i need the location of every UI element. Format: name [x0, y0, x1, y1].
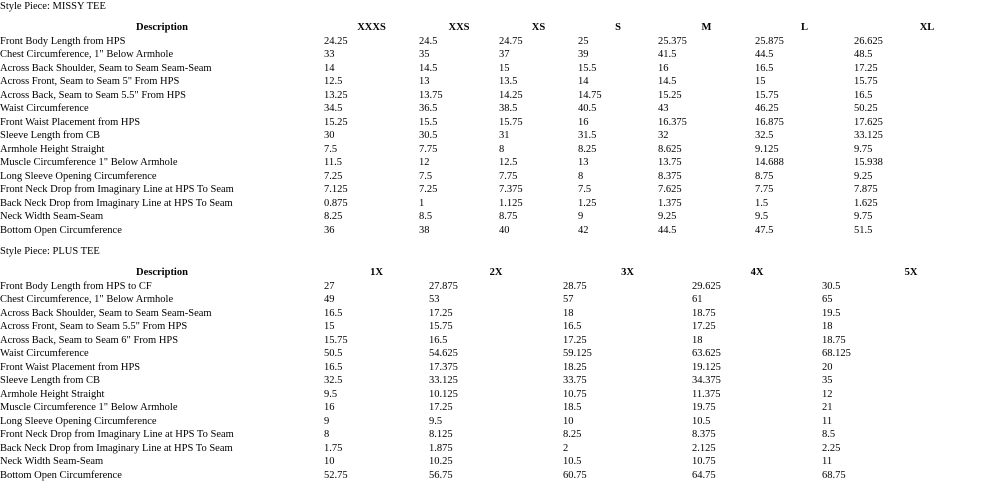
- measurement-value: 25.875: [755, 35, 784, 47]
- measurement-value: 14.75: [578, 89, 602, 101]
- plus-style-piece-title: Style Piece: PLUS TEE: [0, 246, 100, 257]
- measurement-description: Muscle Circumference 1" Below Armhole: [0, 157, 178, 168]
- measurement-value: 53: [429, 294, 440, 305]
- measurement-value: 33.75: [563, 375, 587, 386]
- measurement-value: 27.875: [429, 280, 458, 292]
- measurement-value: 9.125: [755, 143, 779, 155]
- table-row: [0, 170, 1000, 184]
- measurement-value: 7.125: [324, 184, 348, 195]
- measurement-value: 11.5: [324, 157, 342, 168]
- missy-header-description: Description: [136, 22, 188, 33]
- measurement-value: 43: [658, 103, 669, 114]
- measurement-value: 8.125: [429, 429, 453, 440]
- plus-spec-table: [0, 266, 1000, 482]
- measurement-value: 9.25: [658, 211, 677, 222]
- measurement-value: 9.25: [854, 170, 873, 182]
- measurement-value: 21: [822, 402, 833, 413]
- measurement-value: 24.5: [419, 35, 438, 47]
- plus-header-row: [0, 266, 1000, 280]
- measurement-value: 50.25: [854, 103, 878, 114]
- table-row: [0, 224, 1000, 238]
- measurement-value: 18: [822, 321, 833, 332]
- missy-spec-table: [0, 21, 1000, 237]
- measurement-value: 7.25: [324, 170, 343, 182]
- measurement-value: 9.75: [854, 143, 873, 155]
- measurement-description: Armhole Height Straight: [0, 143, 105, 155]
- measurement-value: 35: [419, 49, 430, 60]
- measurement-value: 30: [324, 130, 335, 141]
- measurement-value: 68.125: [822, 348, 851, 359]
- measurement-value: 12: [822, 388, 833, 400]
- measurement-description: Front Body Length from HPS to CF: [0, 280, 152, 292]
- measurement-value: 11: [822, 456, 833, 467]
- table-row: [0, 102, 1000, 116]
- measurement-description: Long Sleeve Opening Circumference: [0, 170, 157, 182]
- measurement-value: 14.5: [658, 76, 677, 87]
- measurement-value: 16: [578, 116, 589, 128]
- measurement-value: 33: [324, 49, 335, 60]
- table-row: [0, 197, 1000, 211]
- measurement-value: 7.75: [419, 143, 438, 155]
- plus-tee-section: [0, 245, 1000, 482]
- table-row: [0, 48, 1000, 62]
- measurement-value: 48.5: [854, 49, 873, 60]
- measurement-description: Chest Circumference, 1" Below Armhole: [0, 49, 174, 60]
- measurement-value: 15.5: [578, 62, 597, 74]
- measurement-value: 8.375: [658, 170, 682, 182]
- measurement-description: Across Back Shoulder, Seam to Seam Seam-Seam: [0, 307, 212, 319]
- measurement-value: 18.75: [822, 334, 846, 346]
- measurement-value: 9: [578, 211, 584, 222]
- plus-header-description: Description: [136, 267, 188, 278]
- missy-tee-section: [0, 0, 1000, 237]
- measurement-value: 15.25: [658, 89, 682, 101]
- measurement-value: 18: [692, 334, 703, 346]
- measurement-value: 47.5: [755, 224, 774, 236]
- measurement-value: 17.25: [429, 307, 453, 319]
- measurement-description: Armhole Height Straight: [0, 388, 105, 400]
- measurement-value: 19.5: [822, 307, 841, 319]
- measurement-value: 1.5: [755, 197, 769, 209]
- measurement-value: 8.625: [658, 143, 682, 155]
- measurement-value: 35: [822, 375, 833, 386]
- measurement-value: 34.375: [692, 375, 721, 386]
- table-row: [0, 401, 1000, 415]
- table-row: [0, 442, 1000, 456]
- measurement-value: 18.75: [692, 307, 716, 319]
- measurement-value: 14.688: [755, 157, 784, 168]
- measurement-value: 65: [822, 294, 833, 305]
- measurement-value: 7.75: [499, 170, 518, 182]
- measurement-value: 15: [755, 76, 766, 87]
- measurement-value: 13.5: [499, 76, 518, 87]
- measurement-value: 15: [499, 62, 510, 74]
- measurement-value: 14: [578, 76, 589, 87]
- measurement-description: Across Front, Seam to Seam 5" From HPS: [0, 76, 180, 87]
- measurement-value: 25.375: [658, 35, 687, 47]
- measurement-value: 25: [578, 35, 589, 47]
- measurement-value: 15.75: [854, 76, 878, 87]
- measurement-description: Muscle Circumference 1" Below Armhole: [0, 402, 178, 413]
- table-row: [0, 75, 1000, 89]
- measurement-description: Waist Circumference: [0, 348, 89, 359]
- measurement-value: 24.25: [324, 35, 348, 47]
- measurement-value: 27: [324, 280, 335, 292]
- missy-header-l: L: [800, 22, 808, 33]
- measurement-value: 8.75: [755, 170, 774, 182]
- missy-header-xs: XS: [531, 22, 546, 33]
- measurement-value: 2: [563, 442, 569, 454]
- measurement-value: 49: [324, 294, 335, 305]
- measurement-value: 15.75: [429, 321, 453, 332]
- measurement-description: Sleeve Length from CB: [0, 375, 101, 386]
- measurement-value: 8.5: [419, 211, 433, 222]
- measurement-value: 37: [499, 49, 510, 60]
- table-row: [0, 455, 1000, 469]
- measurement-value: 17.25: [692, 321, 716, 332]
- measurement-value: 16.5: [755, 62, 774, 74]
- measurement-value: 30.5: [822, 280, 841, 292]
- measurement-value: 26.625: [854, 35, 883, 47]
- measurement-value: 33.125: [854, 130, 883, 141]
- measurement-value: 64.75: [692, 469, 716, 481]
- missy-header-m: M: [701, 22, 712, 33]
- measurement-value: 7.25: [419, 184, 438, 195]
- measurement-value: 18: [563, 307, 574, 319]
- measurement-description: Chest Circumference, 1" Below Armhole: [0, 294, 174, 305]
- measurement-value: 63.625: [692, 348, 721, 359]
- measurement-value: 7.5: [578, 184, 592, 195]
- measurement-value: 41.5: [658, 49, 677, 60]
- measurement-value: 36.5: [419, 103, 438, 114]
- measurement-value: 10.5: [563, 456, 582, 467]
- measurement-description: Across Back Shoulder, Seam to Seam Seam-Seam: [0, 62, 212, 74]
- measurement-value: 19.125: [692, 361, 721, 373]
- measurement-value: 8.25: [578, 143, 597, 155]
- table-row: [0, 334, 1000, 348]
- measurement-value: 1.625: [854, 197, 878, 209]
- measurement-value: 16.5: [324, 361, 343, 373]
- measurement-value: 51.5: [854, 224, 873, 236]
- table-row: [0, 156, 1000, 170]
- measurement-value: 32: [658, 130, 669, 141]
- measurement-value: 1.875: [429, 442, 453, 454]
- measurement-value: 8.25: [563, 429, 582, 440]
- measurement-value: 10.75: [563, 388, 587, 400]
- measurement-value: 15.75: [755, 89, 779, 101]
- missy-table-body: [0, 35, 1000, 238]
- measurement-value: 13: [578, 157, 589, 168]
- measurement-value: 17.25: [854, 62, 878, 74]
- table-row: [0, 89, 1000, 103]
- measurement-value: 40: [499, 224, 510, 236]
- measurement-value: 56.75: [429, 469, 453, 481]
- measurement-description: Long Sleeve Opening Circumference: [0, 415, 157, 427]
- measurement-value: 15.5: [419, 116, 438, 128]
- measurement-value: 24.75: [499, 35, 523, 47]
- missy-header-xl: XL: [919, 22, 935, 33]
- measurement-value: 42: [578, 224, 589, 236]
- measurement-description: Waist Circumference: [0, 103, 89, 114]
- measurement-value: 8: [499, 143, 505, 155]
- measurement-value: 2.125: [692, 442, 716, 454]
- measurement-value: 36: [324, 224, 335, 236]
- measurement-value: 15.75: [324, 334, 348, 346]
- measurement-description: Sleeve Length from CB: [0, 130, 101, 141]
- measurement-value: 11.375: [692, 388, 721, 400]
- measurement-value: 15.938: [854, 157, 883, 168]
- missy-header-s: S: [615, 22, 621, 33]
- missy-header-xxxs: XXXS: [357, 22, 386, 33]
- measurement-value: 16: [324, 402, 335, 413]
- measurement-value: 16.375: [658, 116, 687, 128]
- missy-header-row: [0, 21, 1000, 35]
- measurement-description: Front Body Length from HPS: [0, 35, 126, 47]
- measurement-value: 1.25: [578, 197, 597, 209]
- measurement-value: 54.625: [429, 348, 458, 359]
- measurement-description: Neck Width Seam-Seam: [0, 211, 104, 222]
- measurement-value: 8.375: [692, 429, 716, 440]
- measurement-value: 12.5: [324, 76, 343, 87]
- table-row: [0, 183, 1000, 197]
- table-row: [0, 280, 1000, 294]
- measurement-value: 13: [419, 76, 430, 87]
- measurement-value: 9: [324, 415, 330, 427]
- measurement-value: 60.75: [563, 469, 587, 481]
- measurement-value: 10.125: [429, 388, 458, 400]
- measurement-value: 9.5: [429, 415, 443, 427]
- measurement-value: 32.5: [324, 375, 343, 386]
- measurement-value: 15.75: [499, 116, 523, 128]
- measurement-value: 61: [692, 294, 703, 305]
- measurement-value: 10: [324, 456, 335, 467]
- measurement-value: 10.5: [692, 415, 711, 427]
- measurement-value: 10.25: [429, 456, 453, 467]
- measurement-value: 16.5: [324, 307, 343, 319]
- measurement-value: 17.375: [429, 361, 458, 373]
- measurement-value: 13.25: [324, 89, 348, 101]
- measurement-value: 10: [563, 415, 574, 427]
- measurement-description: Across Back, Seam to Seam 5.5" From HPS: [0, 89, 186, 101]
- measurement-value: 32.5: [755, 130, 774, 141]
- missy-style-piece-title: Style Piece: MISSY TEE: [0, 1, 106, 12]
- measurement-value: 18.5: [563, 402, 582, 413]
- measurement-value: 16: [658, 62, 669, 74]
- measurement-value: 8: [324, 429, 330, 440]
- measurement-value: 68.75: [822, 469, 846, 481]
- measurement-value: 11: [822, 415, 833, 427]
- plus-table-body: [0, 280, 1000, 483]
- measurement-value: 20: [822, 361, 833, 373]
- measurement-value: 12.5: [499, 157, 518, 168]
- measurement-value: 28.75: [563, 280, 587, 292]
- measurement-value: 31.5: [578, 130, 597, 141]
- measurement-value: 1.375: [658, 197, 682, 209]
- table-row: [0, 388, 1000, 402]
- measurement-value: 9.75: [854, 211, 873, 222]
- measurement-value: 18.25: [563, 361, 587, 373]
- measurement-value: 13.75: [658, 157, 682, 168]
- measurement-value: 7.75: [755, 184, 774, 195]
- measurement-description: Neck Width Seam-Seam: [0, 456, 104, 467]
- table-row: [0, 415, 1000, 429]
- plus-header-5x: 5X: [904, 267, 918, 278]
- table-row: [0, 361, 1000, 375]
- measurement-value: 1.125: [499, 197, 523, 209]
- measurement-value: 31: [499, 130, 510, 141]
- measurement-value: 8.75: [499, 211, 518, 222]
- measurement-value: 46.25: [755, 103, 779, 114]
- measurement-value: 39: [578, 49, 589, 60]
- table-row: [0, 62, 1000, 76]
- measurement-value: 0.875: [324, 197, 348, 209]
- measurement-value: 2.25: [822, 442, 841, 454]
- measurement-value: 44.5: [658, 224, 677, 236]
- measurement-description: Back Neck Drop from Imaginary Line at HPS To Seam: [0, 442, 233, 454]
- measurement-description: Across Back, Seam to Seam 6" From HPS: [0, 334, 179, 346]
- measurement-value: 57: [563, 294, 574, 305]
- table-row: [0, 320, 1000, 334]
- measurement-value: 38: [419, 224, 430, 236]
- measurement-description: Front Waist Placement from HPS: [0, 116, 141, 128]
- table-row: [0, 469, 1000, 483]
- table-row: [0, 143, 1000, 157]
- measurement-value: 7.875: [854, 184, 878, 195]
- measurement-value: 14: [324, 62, 335, 74]
- measurement-value: 9.5: [324, 388, 338, 400]
- measurement-value: 15.25: [324, 116, 348, 128]
- measurement-value: 13.75: [419, 89, 443, 101]
- table-row: [0, 307, 1000, 321]
- measurement-value: 17.625: [854, 116, 883, 128]
- measurement-value: 8: [578, 170, 584, 182]
- measurement-value: 12: [419, 157, 430, 168]
- measurement-value: 16.5: [854, 89, 873, 101]
- measurement-description: Bottom Open Circumference: [0, 224, 122, 236]
- measurement-description: Back Neck Drop from Imaginary Line at HPS To Seam: [0, 197, 233, 209]
- measurement-value: 7.5: [324, 143, 338, 155]
- measurement-value: 7.375: [499, 184, 523, 195]
- table-row: [0, 210, 1000, 224]
- measurement-value: 44.5: [755, 49, 774, 60]
- measurement-value: 29.625: [692, 280, 721, 292]
- measurement-value: 16.875: [755, 116, 784, 128]
- measurement-value: 8.5: [822, 429, 836, 440]
- measurement-description: Across Front, Seam to Seam 5.5" From HPS: [0, 321, 188, 332]
- measurement-value: 38.5: [499, 103, 518, 114]
- plus-header-4x: 4X: [750, 267, 764, 278]
- measurement-value: 30.5: [419, 130, 438, 141]
- table-row: [0, 374, 1000, 388]
- measurement-description: Bottom Open Circumference: [0, 469, 122, 481]
- table-row: [0, 116, 1000, 130]
- measurement-value: 7.625: [658, 184, 682, 195]
- plus-header-3x: 3X: [621, 267, 634, 278]
- measurement-value: 19.75: [692, 402, 716, 413]
- measurement-value: 8.25: [324, 211, 343, 222]
- measurement-value: 9.5: [755, 211, 769, 222]
- measurement-description: Front Neck Drop from Imaginary Line at HPS To Seam: [0, 429, 234, 440]
- measurement-value: 15: [324, 321, 335, 332]
- measurement-value: 40.5: [578, 103, 597, 114]
- measurement-value: 17.25: [429, 402, 453, 413]
- measurement-value: 50.5: [324, 348, 343, 359]
- table-row: [0, 35, 1000, 49]
- measurement-value: 14.5: [419, 62, 438, 74]
- measurement-value: 16.5: [563, 321, 582, 332]
- measurement-value: 52.75: [324, 469, 348, 481]
- measurement-value: 14.25: [499, 89, 523, 101]
- table-row: [0, 129, 1000, 143]
- measurement-value: 1.75: [324, 442, 343, 454]
- plus-header-2x: 2X: [489, 267, 503, 278]
- measurement-value: 59.125: [563, 348, 592, 359]
- measurement-value: 17.25: [563, 334, 587, 346]
- plus-header-1x: 1X: [370, 267, 383, 278]
- measurement-value: 33.125: [429, 375, 458, 386]
- table-row: [0, 293, 1000, 307]
- measurement-value: 16.5: [429, 334, 448, 346]
- measurement-description: Front Waist Placement from HPS: [0, 361, 141, 373]
- measurement-value: 34.5: [324, 103, 343, 114]
- measurement-value: 1: [419, 197, 425, 209]
- missy-header-xxs: XXS: [448, 22, 470, 33]
- measurement-value: 7.5: [419, 170, 433, 182]
- measurement-description: Front Neck Drop from Imaginary Line at HPS To Seam: [0, 184, 234, 195]
- measurement-value: 10.75: [692, 456, 716, 467]
- table-row: [0, 347, 1000, 361]
- table-row: [0, 428, 1000, 442]
